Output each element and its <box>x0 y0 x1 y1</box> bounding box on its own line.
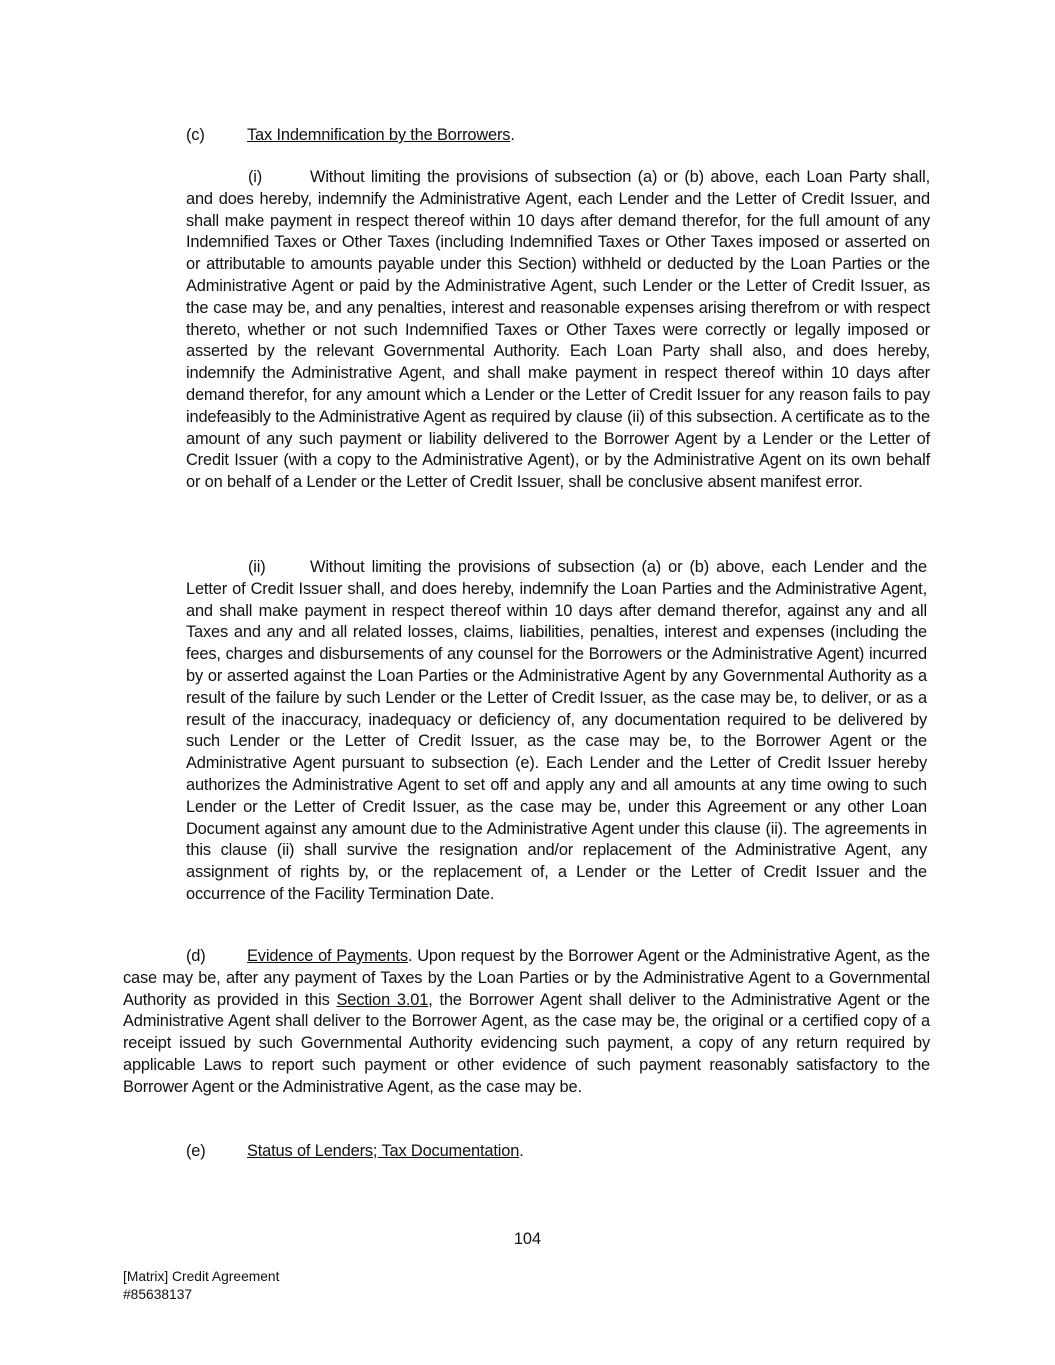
clause-i-paragraph <box>186 167 930 494</box>
section-d-text-part1: . Upon request by the Borrower Agent or the Administrative Agent, as the case may be, after any payment of Taxes by the Loan Parties or by the Administrative Agent to a Governmental Authority as provided in this <box>123 947 930 1009</box>
page-number: 104 <box>513 1230 542 1248</box>
section-e-title: Status of Lenders; Tax Documentation <box>247 1142 520 1160</box>
clause-ii-text: Without limiting the provisions of subsection (a) or (b) above, each Lender and the Letter of Credit Issuer shall, and does hereby, indemnify the Loan Parties and the Administrative Agent, and shall make payment in respect thereof within 10 days after demand therefor, against any and all Taxes and any and all related losses, claims, liabilities, penalties, interest and expenses (including the fees, charges and disbursements of any counsel for the Borrowers or the Administrative Agent) incurred by or asserted against the Loan Parties or the Administrative Agent by any Governmental Authority as a result of the failure by such Lender or the Letter of Credit Issuer, as the case may be, to deliver, or as a result of the inaccuracy, inadequacy or deficiency of, any documentation required to be delivered by such Lender or the Letter of Credit Issuer, as the case may be, to the Borrower Agent or the Administrative Agent pursuant to subsection (e). Each Lender and the Letter of Credit Issuer hereby authorizes the Administrative Agent to set off and apply any and all amounts at any time owing to such Lender or the Letter of Credit Issuer, as the case may be, under this Agreement or any other Loan Document against any amount due to the Administrative Agent under this clause (ii). The agreements in this clause (ii) shall survive the resignation and/or replacement of the Administrative Agent, any assignment of rights by, or the replacement of, a Lender or the Letter of Credit Issuer and the occurrence of the Facility Termination Date. <box>186 558 927 903</box>
section-c-title: Tax Indemnification by the Borrowers <box>247 126 511 144</box>
section-c-title-suffix: . <box>510 126 515 144</box>
footer-document-id: #85638137 <box>123 1287 193 1302</box>
section-d-title: Evidence of Payments <box>247 947 408 965</box>
section-d-text-part2: , the Borrower Agent shall deliver to the Administrative Agent or the Administrative Agent shall deliver to the Borrower Agent, as the case may be, the original or a certified copy of a receipt issued by such Governmental Authority evidencing such payment, a copy of any return required by applicable Laws to report such payment or other evidence of such payment reasonably satisfactory to the Borrower Agent or the Administrative Agent, as the case may be. <box>123 990 931 1096</box>
section-d-paragraph <box>123 946 930 1099</box>
section-e-label: (e) <box>186 1142 206 1160</box>
clause-i-text: Without limiting the provisions of subsection (a) or (b) above, each Loan Party shall, and does hereby, indemnify the Administrative Agent, each Lender and the Letter of Credit Issuer, and shall make payment in respect thereof within 10 days after demand therefor, for the full amount of any Indemnified Taxes or Other Taxes (including Indemnified Taxes or Other Taxes imposed or asserted on or attributable to amounts payable under this Section) withheld or deducted by the Loan Parties or the Administrative Agent or paid by the Administrative Agent, such Lender or the Letter of Credit Issuer, as the case may be, and any penalties, interest and reasonable expenses arising therefrom or with respect thereto, whether or not such Indemnified Taxes or Other Taxes were correctly or legally imposed or asserted by the relevant Governmental Authority. Each Loan Party shall also, and does hereby, indemnify the Administrative Agent, and shall make payment in respect thereof within 10 days after demand therefor, for any amount which a Lender or the Letter of Credit Issuer for any reason fails to pay indefeasibly to the Administrative Agent as required by clause (ii) of this subsection. A certificate as to the amount of any such payment or liability delivered to the Borrower Agent by a Lender or the Letter of Credit Issuer (with a copy to the Administrative Agent), or by the Administrative Agent on its own behalf or on behalf of a Lender or the Letter of Credit Issuer, shall be conclusive absent manifest error. <box>186 168 930 492</box>
section-c-heading <box>186 125 515 147</box>
clause-ii-paragraph <box>186 557 927 906</box>
section-3-01-link[interactable]: Section 3.01 <box>336 990 429 1009</box>
section-e-title-suffix: . <box>519 1142 524 1160</box>
section-e-heading <box>186 1141 524 1163</box>
section-d-label: (d) <box>186 947 206 965</box>
footer-document-title: [Matrix] Credit Agreement <box>123 1269 280 1284</box>
section-c-label: (c) <box>186 126 205 144</box>
clause-ii-label: (ii) <box>248 558 266 576</box>
clause-i-label: (i) <box>248 168 263 186</box>
